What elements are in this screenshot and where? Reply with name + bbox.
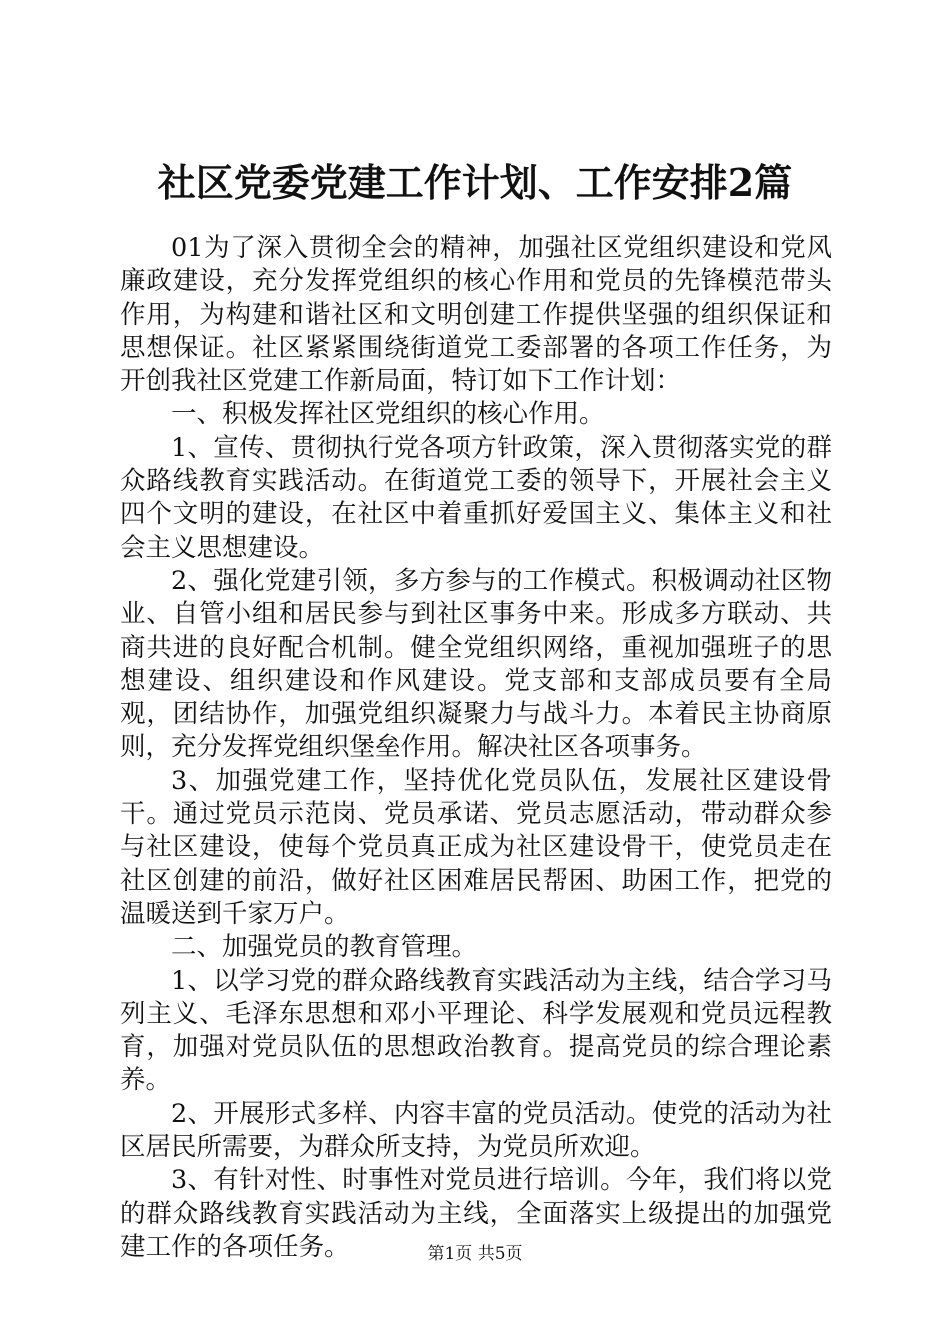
paragraph-1-2: 2、强化党建引领，多方参与的工作模式。积极调动社区物业、自管小组和居民参与到社区事务中来。形成多方联动、共商共进的良好配合机制。健全党组织网络，重视加强班子的思想建设、组织建设和作风建设。党支部和支部成员要有全局观，团结协作，加强党组织凝聚力与战斗力。本着民主协商原则，充分发挥党组织堡垒作用。解决社区各项事务。	[120, 565, 832, 763]
section-heading-1: 一、积极发挥社区党组织的核心作用。	[171, 399, 605, 430]
paragraph-intro: 01为了深入贯彻全会的精神，加强社区党组织建设和党风廉政建设，充分发挥党组织的核心作用和党员的先锋模范带头作用，为构建和谐社区和文明创建工作提供坚强的组织保证和思想保证。社区紧紧围绕街道党工委部署的各项工作任务，为开创我社区党建工作新局面，特订如下工作计划：	[120, 233, 832, 397]
paragraph-2-2: 2、开展形式多样、内容丰富的党员活动。使党的活动为社区居民所需要，为群众所支持，为党员所欢迎。	[120, 1098, 832, 1163]
section-heading-2: 二、加强党员的教育管理。	[171, 932, 478, 963]
paragraph-1-3: 3、加强党建工作，坚持优化党员队伍，发展社区建设骨干。通过党员示范岗、党员承诺、党员志愿活动，带动群众参与社区建设，使每个党员真正成为社区建设骨干，使党员走在社区创建的前沿，做好社区困难居民帮困、助困工作，把党的温暖送到千家万户。	[120, 765, 832, 929]
paragraph-2-3: 3、有针对性、时事性对党员进行培训。今年，我们将以党的群众路线教育实践活动为主线，全面落实上级提出的加强党建工作的各项任务。	[120, 1165, 832, 1262]
paragraph-2-1: 1、以学习党的群众路线教育实践活动为主线，结合学习马列主义、毛泽东思想和邓小平理论、科学发展观和党员远程教育，加强对党员队伍的思想政治教育。提高党员的综合理论素养。	[120, 965, 832, 1096]
paragraph-1-1: 1、宣传、贯彻执行党各项方针政策，深入贯彻落实党的群众路线教育实践活动。在街道党工委的领导下，开展社会主义四个文明的建设，在社区中着重抓好爱国主义、集体主义和社会主义思想建设。	[120, 432, 832, 563]
document-title: 社区党委党建工作计划、工作安排2篇	[157, 160, 793, 205]
document-body	[120, 232, 832, 1264]
page-number-footer: 第1页 共5页	[427, 1244, 523, 1264]
